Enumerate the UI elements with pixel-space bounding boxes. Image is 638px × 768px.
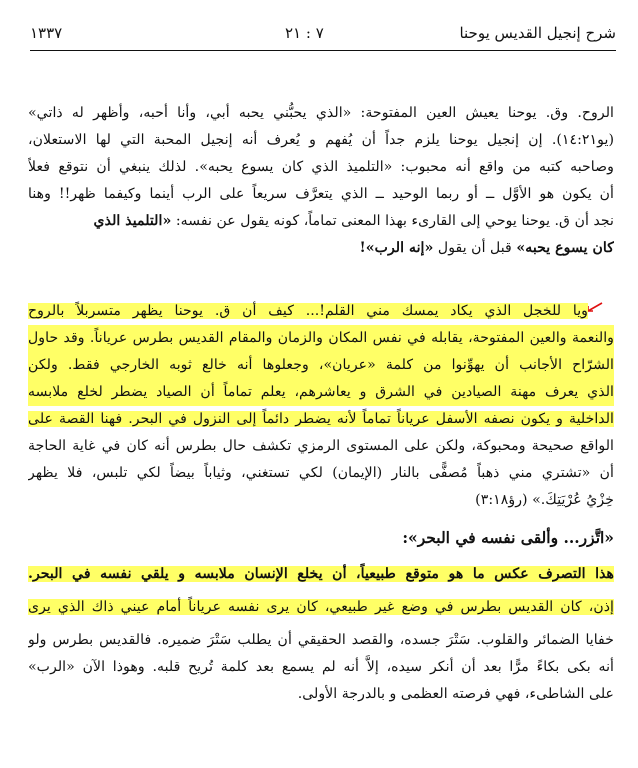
text-run: نجد أن ق. يوحنا يوحي إلى القارىء بهذا المعنى تماماً، كونه يقول عن نفسه:	[175, 213, 614, 229]
text-line: خفايا الضمائر والقلوب. سَتْرَ جسده، والقصد الحقيقي أن يطلب سَتْرَ ضميره. فالقديس بطرس ولو	[28, 632, 614, 648]
page-number: ١٣٣٧	[30, 24, 63, 42]
text-line: وصاحبه كتبه من واقع أنه محبوب: «التلميذ الذي كان يسوع يحبه». لذلك ينبغي أن نتوقع فعلاً	[28, 159, 614, 175]
text-line: خِزْيُ عُرْيَتِكَ.» (رؤ٣:١٨)	[475, 492, 614, 508]
text-run: هذا التصرف عكس ما هو متوقع طبيعياً، أن يخلع الإنسان ملابسه و يلقي نفسه في البحر.	[28, 566, 614, 582]
text-line: على الشاطىء، فهي فرصته العظمى و بالدرجة الأولى.	[297, 686, 614, 702]
section-heading: «اتَّزر... وألقى نفسه في البحر»:	[402, 528, 614, 547]
book-title: شرح إنجيل القديس يوحنا	[459, 24, 616, 42]
bold-quote: كان يسوع يحبه»	[516, 240, 614, 256]
text-line: أن يكون هو الأوَّل ــ أو ربما الوحيد ــ الذي يتعرَّف سريعاً على الرب أينما وكيفما ظهر!! وهنا	[28, 186, 614, 202]
text-line: الروح. وق. يوحنا يعيش العين المفتوحة: «الذي يحبُّني يحبه أبي، وأنا أحبه، وأظهر له ذاتي»	[28, 105, 614, 121]
text-line: أنه بكى بكاءً مرًّا بعد أن أنكر سيده، إلاَّ أنه لم يسمع بعد كلمة تُريح قلبه. وهوذا الآن «الرب»	[28, 659, 614, 675]
highlighted-line	[28, 406, 614, 433]
text-run: قبل أن يقول	[437, 240, 512, 256]
highlighted-line: الذي يعرف مهنة الصيادين في الشرق و يعاشرهم، يعلم تماماً أن الصياد يضطر لخلع ملابسه	[28, 379, 614, 406]
running-header	[30, 20, 616, 51]
text-run: الداخلية و يكون نصفه الأسفل عرياناً تماماً لأنه يضطر دائماً إلى النزول في البحر. فهنا القصة على	[28, 411, 614, 427]
text-line	[28, 208, 614, 235]
highlighted-line: الشرّاح الأجانب أن يهوِّنوا من كلمة «عريان»، وجعلوها أنه خالع ثوبه الخارجي فقط. ولكن	[28, 352, 614, 379]
bold-quote: «التلميذ الذي	[93, 213, 172, 229]
chapter-verse: ٧ : ٢١	[285, 24, 324, 42]
text-line: الواقع صحيحة ومحبوكة، ولكن على المستوى الرمزي تكشف حال بطرس أنه كان في غاية الحاجة	[28, 438, 614, 454]
text-line: أن «تشتري مني ذهباً مُصفًّى بالنار (الإيمان) لكي تستغني، وثياباً بيضاً لكي تلبس، فلا يظهر	[28, 465, 614, 481]
highlighted-line: والنعمة والعين المفتوحة، يقابله في نفس المكان والزمان والمقام القديس بطرس عرياناً. وقد حاول	[28, 325, 614, 352]
highlighted-line	[28, 561, 614, 588]
bold-quote: «إنه الرب»	[365, 240, 434, 256]
text-run: ويا للخجل الذي يكاد يمسك مني القلم!... كيف أن ق. يوحنا يظهر متسربلاً بالروح	[28, 303, 588, 319]
text-line	[28, 235, 614, 262]
text-line: (يو١٤:٢١). إن إنجيل يوحنا يلزم جداً أن يُفهم و يُعرف أنه إنجيل المحبة التي لها الاستعلان،	[28, 132, 614, 148]
exclamation: !	[359, 240, 366, 256]
text-run: إذن، كان القديس بطرس في وضع غير طبيعي، كان يرى نفسه عرياناً أمام عيني ذاك الذي يرى	[28, 599, 614, 615]
highlighted-line	[28, 594, 614, 621]
highlighted-line	[28, 298, 588, 325]
